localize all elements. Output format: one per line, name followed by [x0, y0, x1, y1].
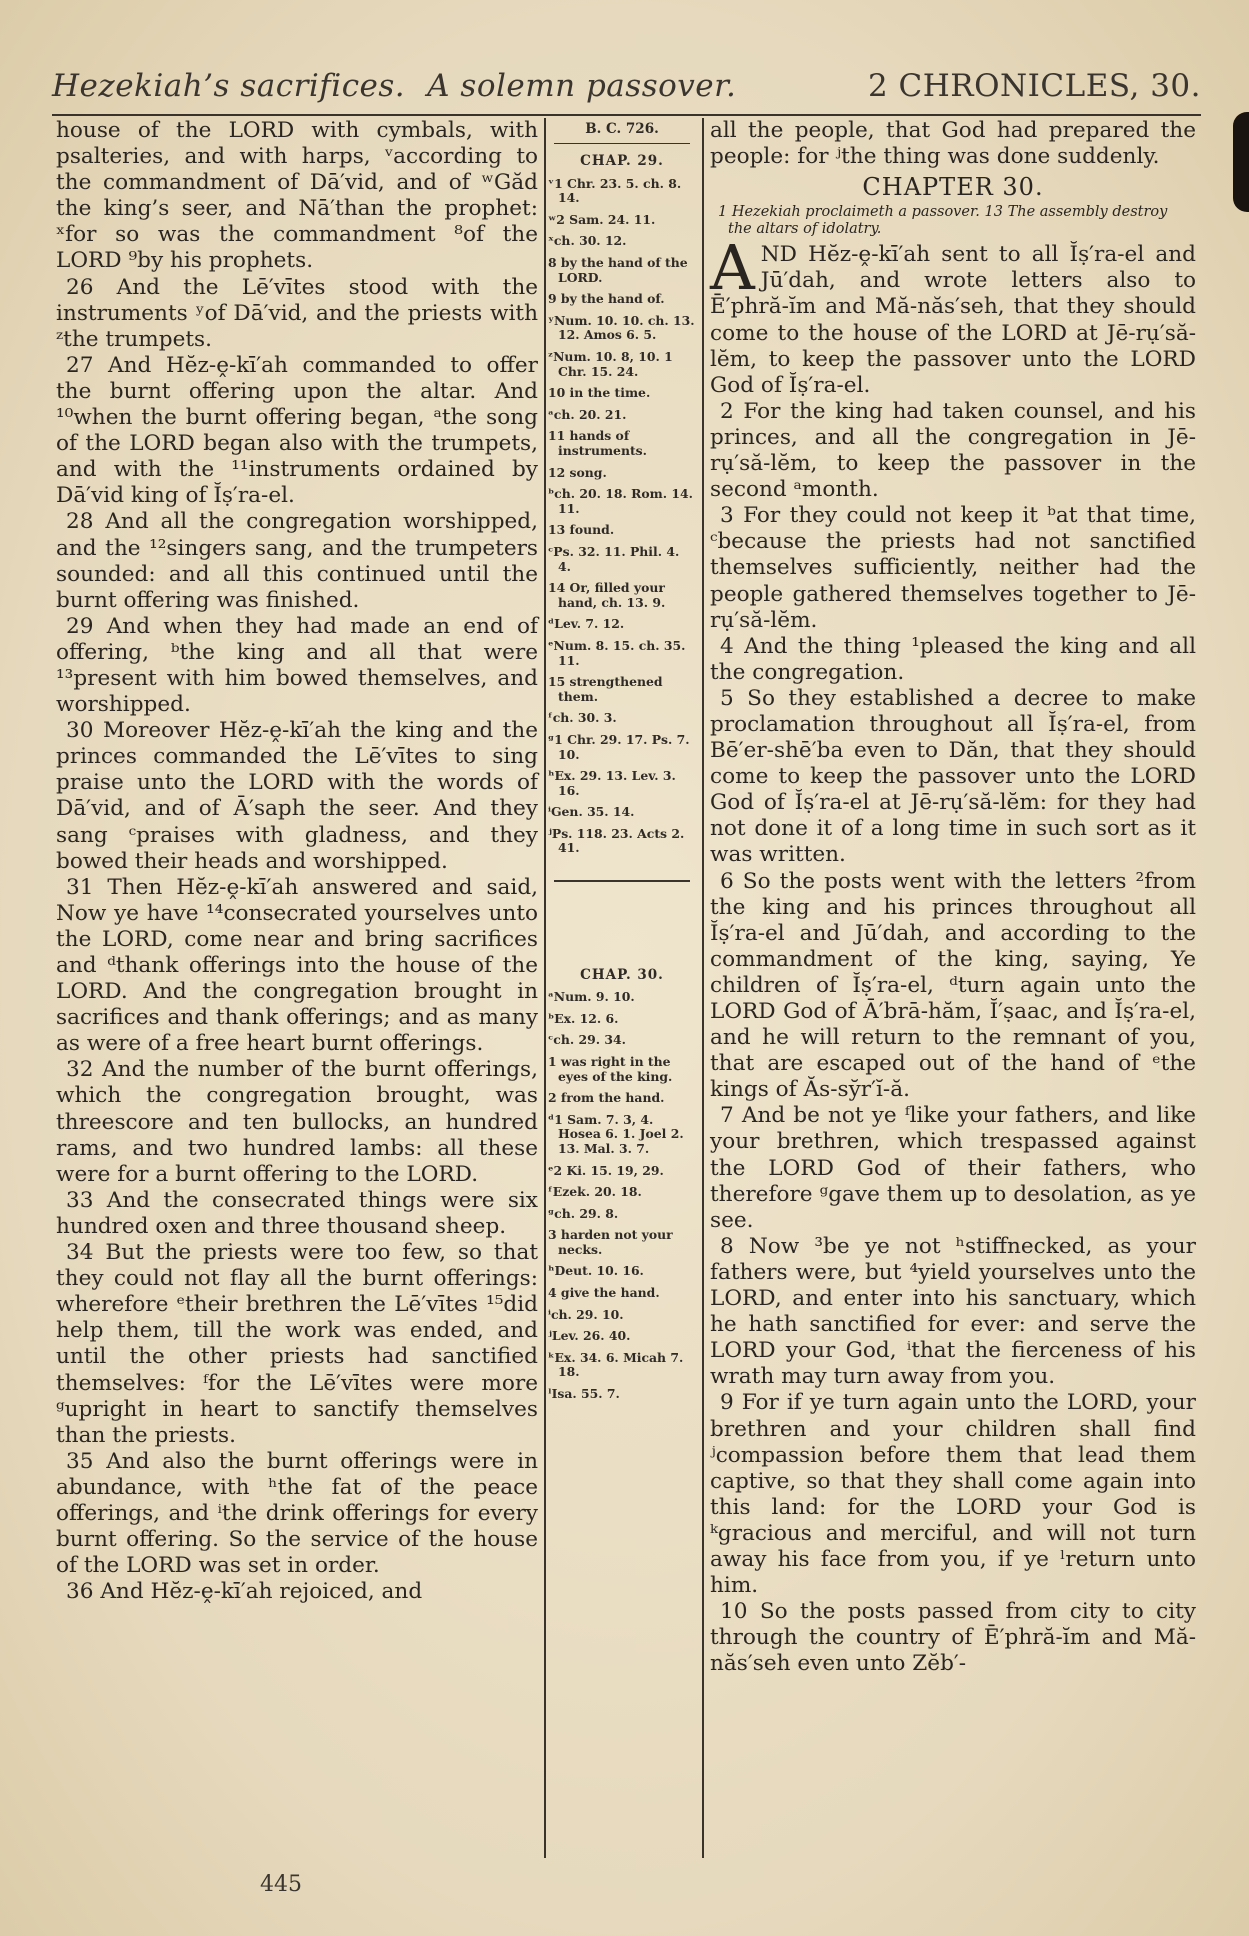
cross-reference: ᵇch. 20. 18. Rom. 14. 11. [548, 486, 693, 516]
verse-paragraph: 6 So the posts went with the letters ²from the king and his princes throughout all Ĭṣ′ra-el and Jū′dah, and according to the commandment of the king, saying, Ye children of Ĭṣ′ra-el, ᵈturn again unto the LORD God of Ā′brā-hăm, Ĭ′ṣaac, and Ĭṣ′ra-el, and he will return to the remnant of you, that are escaped out of the hand of ᵉthe kings of Ăs-sy̆r′ĭ-ă. [710, 868, 1196, 1103]
cross-reference: ᵍch. 29. 8. [548, 1205, 619, 1221]
verse-paragraph: 32 And the number of the burnt offerings, which the congregation brought, was threescore and ten bullocks, an hundred rams, and two hundred lambs: all these were for a burnt offering to the LORD. [56, 1057, 538, 1187]
cross-reference: ˣch. 30. 12. [548, 233, 627, 249]
cross-reference: ⁱch. 29. 10. [548, 1306, 624, 1322]
chapter-30-label: CHAP. 30. [580, 966, 664, 983]
cross-reference: ʸNum. 10. 10. ch. 13. 12. Amos 6. 5. [548, 312, 695, 343]
cross-reference: ᵏEx. 34. 6. Micah 7. 18. [548, 1349, 684, 1380]
header-left [52, 68, 736, 104]
cross-reference: ᵉNum. 8. 15. ch. 35. 11. [548, 637, 686, 668]
thumb-index-tab [1233, 112, 1249, 212]
cross-reference: ᵍ1 Chr. 29. 17. Ps. 7. 10. [548, 731, 690, 762]
verse-paragraph: 4 And the thing ¹pleased the king and all the congregation. [710, 633, 1196, 685]
verse-paragraph: 26 And the Lē′vītes stood with the instruments ʸof Dā′vid, and the priests with ᶻthe trumpets. [56, 274, 538, 352]
verse-paragraph: 34 But the priests were too few, so that they could not flay all the burnt offerings: wherefore ᵉtheir brethren the Lē′vītes ¹⁵did help them, till the work was ended, and until the other priests had sanctified themselves: ᶠfor the Lē′vītes were more ᵍupright in heart to sanctify themselves than the priests. [56, 1240, 538, 1448]
cross-reference: 15 strengthened them. [548, 674, 663, 704]
chapter-29-references [548, 177, 696, 856]
chapter-30-references [548, 990, 696, 1401]
verse-paragraph: 33 And the consecrated things were six hundred oxen and three thousand sheep. [56, 1187, 538, 1239]
verse-paragraph: 3 For they could not keep it ᵇat that time, ᶜbecause the priests had not sanctified themselves sufficiently, neither had the people gathered themselves together to Jē-rụ′să-lĕm. [710, 503, 1196, 633]
cross-reference: 10 in the time. [548, 385, 651, 401]
cross-reference: 1 was right in the eyes of the king. [548, 1053, 673, 1084]
cross-reference: ᶜch. 29. 34. [548, 1032, 626, 1048]
column-divider-right [702, 118, 704, 1858]
column-divider-left [544, 118, 546, 1858]
cross-reference: ᵇEx. 12. 6. [548, 1010, 619, 1026]
verse-paragraph: 31 Then Hĕz-ḙ-kī′ah answered and said, Now ye have ¹⁴consecrated yourselves unto the LORD, come near and bring sacrifices and ᵈthank offerings into the house of the LORD. And the congregation brought in sacrifices and thank offerings; and as many as were of a free heart burnt offerings. [56, 874, 538, 1057]
right-text-column [710, 118, 1196, 1677]
cross-reference: ʰDeut. 10. 16. [548, 1263, 644, 1279]
cross-reference: ᶜPs. 32. 11. Phil. 4. 4. [548, 543, 680, 574]
cross-reference: 2 from the hand. [548, 1090, 665, 1106]
cross-reference: ᵃNum. 9. 10. [548, 989, 635, 1005]
cross-reference: ᵉ2 Ki. 15. 19, 29. [548, 1162, 664, 1178]
verse-paragraph: 30 Moreover Hĕz-ḙ-kī′ah the king and the princes commanded the Lē′vītes to sing praise unto the LORD with the words of Dā′vid, and of Ā′saph the seer. And they sang ᶜpraises with gladness, and they bowed their heads and worshipped. [56, 718, 538, 874]
verse-paragraph: 28 And all the congregation worshipped, and the ¹²singers sang, and the trumpeters sounded: and all this continued until the burnt offering was finished. [56, 509, 538, 613]
cross-reference: ˡIsa. 55. 7. [548, 1386, 620, 1402]
cross-reference: ᵃch. 20. 21. [548, 406, 627, 422]
cross-reference: 4 give the hand. [548, 1285, 660, 1301]
left-text-column [56, 118, 538, 1605]
verse-paragraph: 7 And be not ye ᶠlike your fathers, and like your brethren, which trespassed against the LORD God of their fathers, who therefore ᵍgave them up to desolation, as ye see. [710, 1103, 1196, 1233]
cross-reference: ᶻNum. 10. 8, 10. 1 Chr. 15. 24. [548, 349, 673, 379]
cross-reference-column [548, 122, 696, 1409]
verse-paragraph: 27 And Hĕz-ḙ-kī′ah commanded to offer the burnt offering upon the altar. And ¹⁰when the burnt offering began, ᵃthe song of the LORD began also with the trumpets, and with the ¹¹instruments ordained by Dā′vid king of Ĭṣ′ra-el. [56, 352, 538, 509]
first-verse-text: ND Hĕz-ḙ-kī′ah sent to all Ĭṣ′ra-el and Jū′dah, and wrote letters also to Ē′phră-ĭm and Mă-năs′seh, that they should come to the house of the LORD at Jē-rụ′să-lĕm, to keep the passover unto the LORD God of Ĭṣ′ra-el. [710, 242, 1196, 398]
cross-reference: ⁱGen. 35. 14. [548, 804, 635, 820]
page-number: 445 [260, 1872, 302, 1897]
chapter-29-label: CHAP. 29. [580, 153, 664, 170]
divider [554, 880, 690, 882]
cross-reference: 12 song. [548, 464, 607, 480]
verse-paragraph: 5 So they established a decree to make proclamation throughout all Ĭṣ′ra-el, from Bē′er-shē′ba even to Dăn, that they should come to keep the passover unto the LORD God of Ĭṣ′ra-el at Jē-rụ′să-lĕm: for they had not done it of a long time in such sort as it was written. [710, 685, 1196, 868]
header-book-chapter: 2 CHRONICLES, 30. [867, 68, 1201, 104]
chapter-title: CHAPTER 30. [862, 173, 1044, 202]
verse-paragraph: 2 For the king had taken counsel, and his princes, and all the congregation in Jē-rụ′să-lĕm, to keep the passover in the second ᵃmonth. [710, 398, 1196, 503]
cross-reference: ʲPs. 118. 23. Acts 2. 41. [548, 825, 685, 856]
running-header [52, 68, 1201, 116]
cross-reference: ᵈ1 Sam. 7. 3, 4. Hosea 6. 1. Joel 2. 13. Mal. 3. 7. [548, 1111, 684, 1156]
verse-paragraph: all the people, that God had prepared the people: for ʲthe thing was done suddenly. [710, 118, 1196, 170]
cross-reference: 9 by the hand of. [548, 291, 665, 307]
verse-paragraph: 10 So the posts passed from city to city through the country of Ē′phră-ĭm and Mă-năs′seh even unto Zĕb′- [710, 1599, 1196, 1677]
cross-reference: 11 hands of instruments. [548, 428, 647, 458]
verse-paragraph: 29 And when they had made an end of offering, ᵇthe king and all that were ¹³present with him bowed themselves, and worshipped. [56, 613, 538, 718]
verse-paragraph: 9 For if ye turn again unto the LORD, your brethren and your children shall find ʲcompassion before them that lead them captive, so that they shall come again into this land: for the LORD your God is ᵏgracious and merciful, and will not turn away his face from you, if ye ˡreturn unto him. [710, 1390, 1196, 1599]
cross-reference: 14 Or, filled your hand, ch. 13. 9. [548, 580, 666, 610]
right-verses [710, 399, 1196, 1678]
cross-reference: ʰEx. 29. 13. Lev. 3. 16. [548, 768, 676, 798]
verse-paragraph: 36 And Hĕz-ḙ-kī′ah rejoiced, and [66, 1579, 423, 1605]
cross-reference: 3 harden not your necks. [548, 1227, 673, 1257]
cross-reference: ᶠEzek. 20. 18. [548, 1184, 642, 1200]
cross-reference: ʷ2 Sam. 24. 11. [548, 211, 656, 227]
cross-reference: ᵛ1 Chr. 23. 5. ch. 8. 14. [548, 175, 682, 206]
cross-reference: ᵈLev. 7. 12. [548, 616, 625, 632]
cross-reference: 13 found. [548, 522, 615, 538]
cross-reference: ʲLev. 26. 40. [548, 1328, 631, 1344]
cross-reference: 8 by the hand of the LORD. [548, 255, 688, 285]
header-title-2: A solemn passover. [427, 68, 737, 104]
chapter-summary: 1 Hezekiah proclaimeth a passover. 13 The assembly destroy the altars of idolatry. [718, 204, 1168, 238]
drop-cap: A [710, 231, 755, 305]
date-label: B. C. 726. [585, 121, 659, 137]
spacer [548, 892, 696, 962]
verse-paragraph: 8 Now ³be ye not ʰstiffnecked, as your fathers were, but ⁴yield yourselves unto the LORD, and enter into his sanctuary, which he hath sanctified for ever: and serve the LORD your God, ⁱthat the fierceness of his wrath may turn away from you. [710, 1233, 1196, 1390]
header-title-1: Hezekiah’s sacrifices. [52, 68, 406, 104]
divider [554, 143, 690, 145]
first-verse [710, 231, 1196, 399]
verse-paragraph: house of the LORD with cymbals, with psalteries, and with harps, ᵛaccording to the commandment of Dā′vid, and of ʷGăd the king’s seer, and Nā′than the prophet: ˣfor so was the commandment ⁸of the LORD ⁹by his prophets. [56, 118, 538, 274]
cross-reference: ᶠch. 30. 3. [548, 710, 617, 726]
verse-paragraph: 35 And also the burnt offerings were in abundance, with ʰthe fat of the peace offerings, and ⁱthe drink offerings for every burnt offering. So the service of the house of the LORD was set in order. [56, 1448, 538, 1579]
